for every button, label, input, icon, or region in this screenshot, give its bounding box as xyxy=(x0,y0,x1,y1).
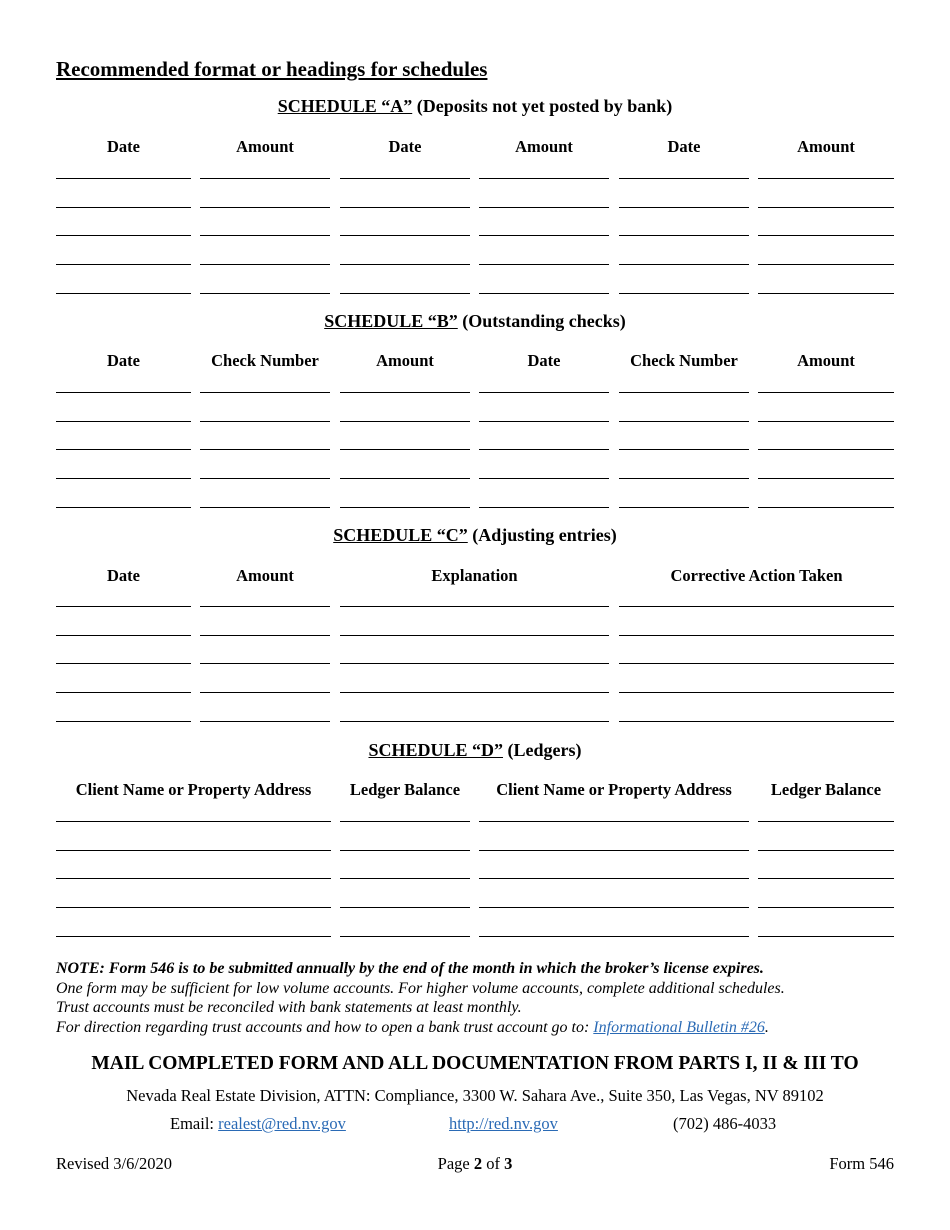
entry-line[interactable] xyxy=(619,235,749,236)
entry-line[interactable] xyxy=(479,507,609,508)
schedule-d-label: SCHEDULE “D” xyxy=(368,740,504,760)
page-of: of xyxy=(482,1154,505,1173)
schedule-a-subtitle: (Deposits not yet posted by bank) xyxy=(412,96,673,116)
email-link[interactable]: realest@red.nv.gov xyxy=(218,1114,346,1133)
schedule-d-col-ledger-balance-2: Ledger Balance xyxy=(770,780,882,799)
entry-line[interactable] xyxy=(479,235,609,236)
entry-line[interactable] xyxy=(758,878,894,879)
schedule-a-col-amount-1: Amount xyxy=(236,137,294,156)
schedule-c-col-corrective-action: Corrective Action Taken xyxy=(670,566,843,585)
entry-line[interactable] xyxy=(56,850,331,851)
entry-line[interactable] xyxy=(200,421,330,422)
entry-line[interactable] xyxy=(340,663,609,664)
entry-line[interactable] xyxy=(200,606,330,607)
note-block xyxy=(56,959,916,1037)
entry-line[interactable] xyxy=(758,821,894,822)
schedule-c-label: SCHEDULE “C” xyxy=(333,525,468,545)
page-current: 2 xyxy=(473,1154,483,1173)
entry-line[interactable] xyxy=(340,478,470,479)
entry-line[interactable] xyxy=(758,421,894,422)
entry-line[interactable] xyxy=(479,936,749,937)
website-link[interactable]: http://red.nv.gov xyxy=(449,1114,558,1133)
entry-line[interactable] xyxy=(479,264,609,265)
schedule-b-col-date-1: Date xyxy=(107,351,140,370)
schedule-b-col-amount-2: Amount xyxy=(797,351,855,370)
entry-line[interactable] xyxy=(619,178,749,179)
entry-line[interactable] xyxy=(340,606,609,607)
page-prefix: Page xyxy=(437,1154,474,1173)
entry-line[interactable] xyxy=(619,421,749,422)
entry-line[interactable] xyxy=(340,507,470,508)
entry-line[interactable] xyxy=(479,907,749,908)
entry-line[interactable] xyxy=(56,907,331,908)
entry-line[interactable] xyxy=(56,821,331,822)
entry-line[interactable] xyxy=(619,392,749,393)
entry-line[interactable] xyxy=(56,264,191,265)
entry-line[interactable] xyxy=(758,207,894,208)
entry-line[interactable] xyxy=(56,878,331,879)
entry-line[interactable] xyxy=(758,907,894,908)
entry-line[interactable] xyxy=(340,907,470,908)
schedule-d-col-ledger-balance-1: Ledger Balance xyxy=(349,780,461,799)
schedule-a-col-amount-2: Amount xyxy=(515,137,573,156)
entry-line[interactable] xyxy=(340,635,609,636)
schedule-b-label: SCHEDULE “B” xyxy=(324,311,458,331)
schedule-a-label: SCHEDULE “A” xyxy=(277,96,413,116)
entry-line[interactable] xyxy=(479,207,609,208)
page-number xyxy=(0,1154,950,1174)
entry-line[interactable] xyxy=(56,507,191,508)
form-number: Form 546 xyxy=(829,1154,894,1173)
schedule-b-col-check-number-1: Check Number xyxy=(211,351,319,370)
entry-line[interactable] xyxy=(479,878,749,879)
entry-line[interactable] xyxy=(758,507,894,508)
entry-line[interactable] xyxy=(758,392,894,393)
entry-line[interactable] xyxy=(200,293,330,294)
entry-line[interactable] xyxy=(619,207,749,208)
entry-line[interactable] xyxy=(619,692,894,693)
schedule-d-col-client-2: Client Name or Property Address xyxy=(496,780,732,799)
entry-line[interactable] xyxy=(619,606,894,607)
entry-line[interactable] xyxy=(56,178,191,179)
entry-line[interactable] xyxy=(200,264,330,265)
schedule-d-col-client-1: Client Name or Property Address xyxy=(75,780,312,799)
entry-line[interactable] xyxy=(758,293,894,294)
schedule-c-title xyxy=(56,525,894,546)
schedule-a-col-date-2: Date xyxy=(388,137,422,156)
entry-line[interactable] xyxy=(200,207,330,208)
schedule-d-subtitle: (Ledgers) xyxy=(503,740,582,760)
entry-line[interactable] xyxy=(340,392,470,393)
schedule-a-col-amount-3: Amount xyxy=(797,137,855,156)
schedule-b-col-date-2: Date xyxy=(527,351,561,370)
entry-line[interactable] xyxy=(758,178,894,179)
entry-line[interactable] xyxy=(479,850,749,851)
entry-line[interactable] xyxy=(758,235,894,236)
entry-line[interactable] xyxy=(619,635,894,636)
entry-line[interactable] xyxy=(340,721,609,722)
entry-line[interactable] xyxy=(479,178,609,179)
entry-line[interactable] xyxy=(200,478,330,479)
entry-line[interactable] xyxy=(479,421,609,422)
entry-line[interactable] xyxy=(56,692,191,693)
note-line-4-period: . xyxy=(764,1018,769,1036)
entry-line[interactable] xyxy=(479,293,609,294)
entry-line[interactable] xyxy=(56,421,191,422)
entry-line[interactable] xyxy=(340,178,470,179)
entry-line[interactable] xyxy=(758,936,894,937)
entry-line[interactable] xyxy=(56,478,191,479)
entry-line[interactable] xyxy=(479,449,609,450)
note-line-1: NOTE: Form 546 is to be submitted annually by the end of the month in which the broker’s license expires. xyxy=(56,960,764,977)
page-total: 3 xyxy=(504,1154,513,1173)
entry-line[interactable] xyxy=(340,421,470,422)
entry-line[interactable] xyxy=(56,606,191,607)
entry-line[interactable] xyxy=(340,850,470,851)
entry-line[interactable] xyxy=(619,663,894,664)
entry-line[interactable] xyxy=(200,721,330,722)
entry-line[interactable] xyxy=(340,207,470,208)
email-contact xyxy=(170,1114,346,1134)
entry-line[interactable] xyxy=(200,392,330,393)
website-contact xyxy=(449,1114,558,1134)
entry-line[interactable] xyxy=(479,821,749,822)
schedule-b-col-check-number-2: Check Number xyxy=(630,351,738,370)
note-line-4 xyxy=(56,1018,916,1038)
revised-date: Revised 3/6/2020 xyxy=(56,1154,172,1173)
entry-line[interactable] xyxy=(340,692,609,693)
note-line-4-text: For direction regarding trust accounts and how to open a bank trust account go to: xyxy=(56,1018,594,1036)
entry-line[interactable] xyxy=(56,721,191,722)
entry-line[interactable] xyxy=(200,178,330,179)
mail-heading: MAIL COMPLETED FORM AND ALL DOCUMENTATION FROM PARTS I, II & III TO xyxy=(91,1053,859,1074)
entry-line[interactable] xyxy=(619,721,894,722)
entry-line[interactable] xyxy=(56,936,331,937)
schedule-c-col-date: Date xyxy=(107,566,140,585)
entry-line[interactable] xyxy=(340,936,470,937)
page-heading: Recommended format or headings for schedules xyxy=(56,57,488,81)
phone-number: (702) 486-4033 xyxy=(673,1114,777,1133)
entry-line[interactable] xyxy=(758,449,894,450)
schedule-a-col-date-1: Date xyxy=(107,137,140,156)
entry-line[interactable] xyxy=(56,293,191,294)
schedule-b-col-amount-1: Amount xyxy=(376,351,434,370)
entry-line[interactable] xyxy=(56,207,191,208)
entry-line[interactable] xyxy=(56,449,191,450)
mailing-address: Nevada Real Estate Division, ATTN: Compliance, 3300 W. Sahara Ave., Suite 350, Las Vegas, NV 89102 xyxy=(126,1086,824,1105)
entry-line[interactable] xyxy=(200,235,330,236)
email-label: Email: xyxy=(170,1114,219,1133)
entry-line[interactable] xyxy=(479,478,609,479)
entry-line[interactable] xyxy=(619,507,749,508)
entry-line[interactable] xyxy=(56,235,191,236)
entry-line[interactable] xyxy=(200,449,330,450)
entry-line[interactable] xyxy=(200,507,330,508)
entry-line[interactable] xyxy=(56,392,191,393)
entry-line[interactable] xyxy=(200,635,330,636)
entry-line[interactable] xyxy=(758,850,894,851)
entry-line[interactable] xyxy=(340,878,470,879)
note-line-2: One form may be sufficient for low volume accounts. For higher volume accounts, complete additional schedules. xyxy=(56,979,785,997)
entry-line[interactable] xyxy=(619,478,749,479)
entry-line[interactable] xyxy=(479,392,609,393)
entry-line[interactable] xyxy=(340,449,470,450)
schedule-b-subtitle: (Outstanding checks) xyxy=(457,311,626,331)
entry-line[interactable] xyxy=(619,264,749,265)
schedule-c-col-explanation: Explanation xyxy=(431,566,518,585)
schedule-c-col-amount: Amount xyxy=(236,566,294,585)
entry-line[interactable] xyxy=(340,235,470,236)
entry-line[interactable] xyxy=(56,663,191,664)
entry-line[interactable] xyxy=(758,264,894,265)
entry-line[interactable] xyxy=(200,692,330,693)
schedule-b-title xyxy=(56,311,894,332)
entry-line[interactable] xyxy=(619,449,749,450)
entry-line[interactable] xyxy=(619,293,749,294)
entry-line[interactable] xyxy=(758,478,894,479)
note-line-3: Trust accounts must be reconciled with bank statements at least monthly. xyxy=(56,999,522,1017)
entry-line[interactable] xyxy=(340,293,470,294)
entry-line[interactable] xyxy=(340,264,470,265)
entry-line[interactable] xyxy=(56,635,191,636)
schedule-c-subtitle: (Adjusting entries) xyxy=(467,525,617,545)
schedule-a-title xyxy=(56,96,894,117)
schedule-d-title xyxy=(56,740,894,761)
informational-bulletin-link[interactable]: Informational Bulletin #26 xyxy=(593,1018,765,1036)
schedule-a-col-date-3: Date xyxy=(667,137,701,156)
entry-line[interactable] xyxy=(340,821,470,822)
entry-line[interactable] xyxy=(200,663,330,664)
